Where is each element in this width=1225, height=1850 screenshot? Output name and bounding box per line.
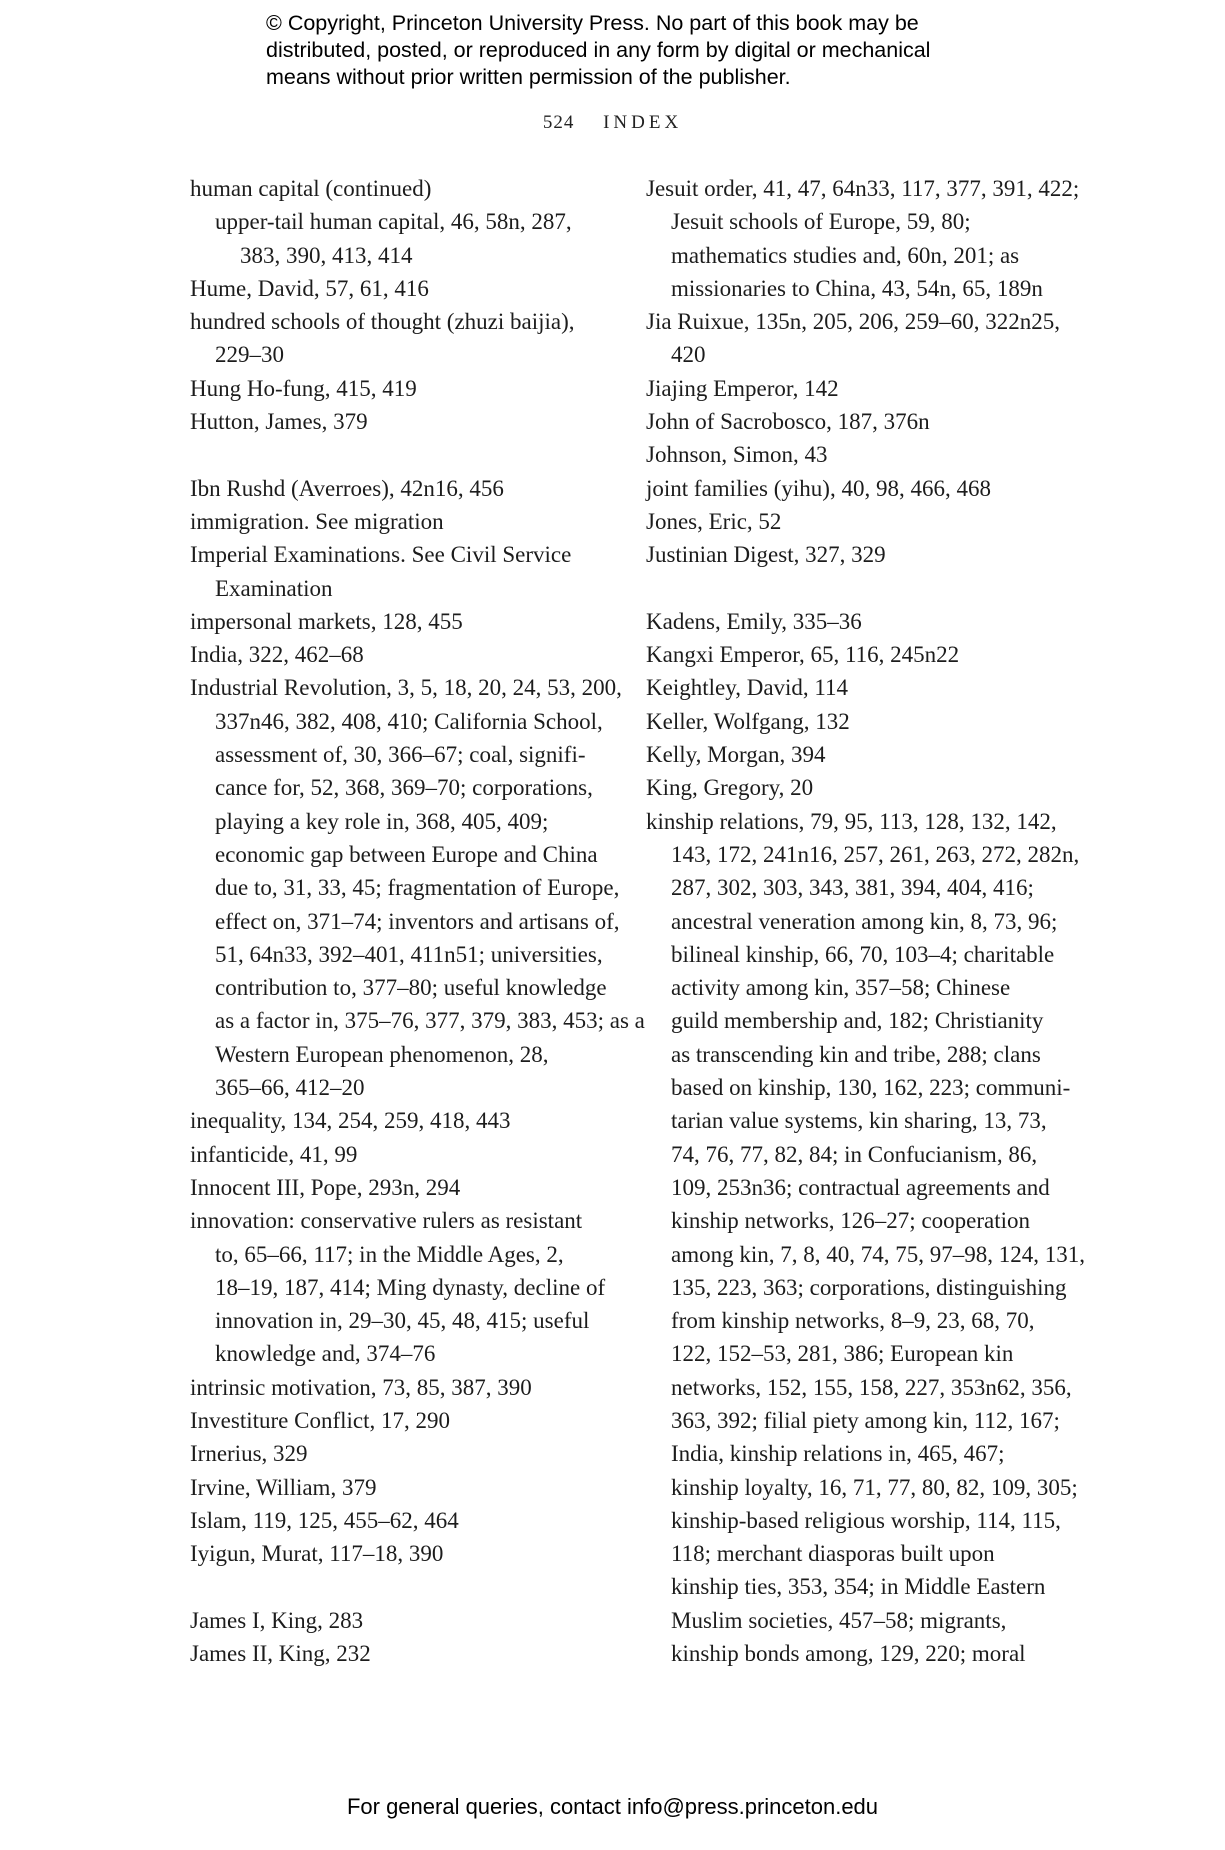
index-line: joint families (yihu), 40, 98, 466, 468 [646, 475, 991, 501]
index-line: mathematics studies and, 60n, 201; as [671, 242, 1020, 268]
index-line: activity among kin, 357–58; Chinese [671, 975, 1011, 1001]
index-line: 122, 152–53, 281, 386; European kin [671, 1341, 1014, 1367]
index-line: assessment of, 30, 366–67; coal, signifi- [215, 742, 586, 768]
index-line: Investiture Conflict, 17, 290 [190, 1407, 450, 1433]
index-entry [646, 438, 1066, 471]
index-line: bilineal kinship, 66, 70, 103–4; charitable [671, 941, 1055, 967]
index-line: Kelly, Morgan, 394 [646, 742, 826, 768]
section-title: INDEX [603, 112, 683, 133]
index-line: as a factor in, 375–76, 377, 379, 383, 453; as a [215, 1008, 645, 1034]
index-entry [190, 538, 610, 605]
index-line: among kin, 7, 8, 40, 74, 75, 97–98, 124, 131, [671, 1241, 1085, 1267]
index-entry [190, 472, 610, 505]
index-entry [190, 1437, 610, 1470]
index-line: guild membership and, 182; Christianity [671, 1008, 1044, 1034]
index-line: India, 322, 462–68 [190, 642, 364, 668]
index-entry [646, 705, 1066, 738]
index-line: Jones, Eric, 52 [646, 508, 782, 534]
running-head [0, 112, 1225, 134]
index-line: Johnson, Simon, 43 [646, 442, 828, 468]
index-line: 109, 253n36; contractual agreements and [671, 1174, 1050, 1200]
index-entry [646, 472, 1066, 505]
copyright-line: means without prior written permission of the publisher. [266, 65, 791, 89]
index-line: infanticide, 41, 99 [190, 1141, 358, 1167]
index-line: kinship ties, 353, 354; in Middle Eastern [671, 1574, 1046, 1600]
index-entry [646, 538, 1066, 571]
copyright-line: © Copyright, Princeton University Press. No part of this book may be [266, 11, 919, 35]
index-line: as transcending kin and tribe, 288; clans [671, 1041, 1041, 1067]
index-line: 143, 172, 241n16, 257, 261, 263, 272, 282n, [671, 841, 1080, 867]
index-entry [190, 172, 610, 205]
index-entry [190, 1404, 610, 1437]
index-line: playing a key role in, 368, 405, 409; [215, 808, 549, 834]
index-line: 135, 223, 363; corporations, distinguishing [671, 1274, 1067, 1300]
index-entry [190, 1537, 610, 1570]
index-entry [190, 671, 645, 1104]
index-entry [646, 372, 1066, 405]
index-line: effect on, 371–74; inventors and artisans of, [215, 908, 620, 934]
index-entry [646, 172, 1080, 305]
index-line: 363, 392; filial piety among kin, 112, 167; [671, 1407, 1060, 1433]
index-column-right [646, 172, 1085, 1670]
index-entry [190, 1637, 610, 1670]
copyright-notice [266, 10, 1026, 91]
index-line: King, Gregory, 20 [646, 775, 814, 801]
index-line: 337n46, 382, 408, 410; California School, [215, 708, 603, 734]
index-line: Hutton, James, 379 [190, 409, 368, 435]
index-line: Muslim societies, 457–58; migrants, [671, 1607, 1007, 1633]
index-line: Irnerius, 329 [190, 1441, 308, 1467]
index-line: India, kinship relations in, 465, 467; [671, 1441, 1005, 1467]
index-line: Hume, David, 57, 61, 416 [190, 275, 429, 301]
index-entry [190, 505, 610, 538]
page-number: 524 [542, 112, 575, 133]
index-entry [646, 738, 1066, 771]
footer-contact: For general queries, contact info@press.princeton.edu [346, 1794, 879, 1819]
index-entry [646, 771, 1066, 804]
index-entry [190, 405, 610, 438]
index-line: Jesuit order, 41, 47, 64n33, 117, 377, 391, 422; [646, 176, 1080, 201]
index-entry [190, 1471, 610, 1504]
index-line: Kangxi Emperor, 65, 116, 245n22 [646, 642, 960, 668]
index-line: kinship networks, 126–27; cooperation [671, 1208, 1031, 1234]
index-line: John of Sacrobosco, 187, 376n [646, 409, 930, 435]
index-line: Industrial Revolution, 3, 5, 18, 20, 24, 53, 200, [190, 675, 622, 701]
index-line: knowledge and, 374–76 [215, 1341, 436, 1367]
index-line: James II, King, 232 [190, 1641, 371, 1667]
index-entry [190, 638, 610, 671]
index-line: James I, King, 283 [190, 1607, 364, 1633]
index-entry [646, 505, 1066, 538]
index-column-left [190, 172, 645, 1670]
index-line: Irvine, William, 379 [190, 1474, 377, 1500]
index-line: Examination [215, 575, 333, 601]
index-line: immigration. See migration [190, 508, 444, 534]
index-line: Justinian Digest, 327, 329 [646, 542, 886, 568]
index-line: economic gap between Europe and China [215, 841, 598, 867]
index-entry [646, 638, 1066, 671]
index-line: 287, 302, 303, 343, 381, 394, 404, 416; [671, 875, 1034, 901]
index-line: Western European phenomenon, 28, [215, 1041, 549, 1067]
index-line: inequality, 134, 254, 259, 418, 443 [190, 1108, 511, 1134]
index-line: kinship loyalty, 16, 71, 77, 80, 82, 109, 305; [671, 1474, 1078, 1500]
index-entry [190, 1371, 610, 1404]
index-line: 229–30 [215, 342, 284, 368]
index-line: 420 [671, 342, 706, 368]
index-line: Islam, 119, 125, 455–62, 464 [190, 1507, 459, 1533]
letter-group-gap [190, 1570, 610, 1603]
index-line: kinship relations, 79, 95, 113, 128, 132, 142, [646, 808, 1057, 834]
index-line: 51, 64n33, 392–401, 411n51; universities, [215, 941, 603, 967]
index-line: to, 65–66, 117; in the Middle Ages, 2, [215, 1241, 564, 1267]
index-line: Imperial Examinations. See Civil Service [190, 542, 572, 568]
index-entry [646, 805, 1085, 1671]
index-line: Keightley, David, 114 [646, 675, 849, 701]
index-line: Keller, Wolfgang, 132 [646, 708, 850, 734]
index-line: networks, 152, 155, 158, 227, 353n62, 356, [671, 1374, 1072, 1400]
index-line: 74, 76, 77, 82, 84; in Confucianism, 86, [671, 1141, 1038, 1167]
index-entry [190, 305, 610, 372]
letter-group-gap [646, 572, 1066, 605]
index-line: tarian value systems, kin sharing, 13, 73, [671, 1108, 1047, 1134]
index-line: Jesuit schools of Europe, 59, 80; [671, 209, 971, 235]
index-line: due to, 31, 33, 45; fragmentation of Europe, [215, 875, 620, 901]
index-line: cance for, 52, 368, 369–70; corporations, [215, 775, 593, 801]
index-line: Hung Ho-fung, 415, 419 [190, 375, 417, 401]
index-line: missionaries to China, 43, 54n, 65, 189n [671, 275, 1043, 301]
index-line: Kadens, Emily, 335–36 [646, 608, 862, 634]
index-line: human capital (continued) [190, 176, 432, 201]
letter-group-gap [190, 438, 610, 471]
index-entry [646, 671, 1066, 704]
index-entry [190, 1138, 610, 1171]
index-line: contribution to, 377–80; useful knowledge [215, 975, 607, 1001]
index-line: impersonal markets, 128, 455 [190, 608, 463, 634]
index-line: Innocent III, Pope, 293n, 294 [190, 1174, 461, 1200]
index-entry [646, 305, 1066, 372]
index-line: Jia Ruixue, 135n, 205, 206, 259–60, 322n25, [646, 309, 1060, 335]
index-entry [190, 1204, 610, 1370]
index-line: hundred schools of thought (zhuzi baijia), [190, 309, 575, 335]
index-entry [190, 1604, 610, 1637]
index-line: 18–19, 187, 414; Ming dynasty, decline of [215, 1274, 606, 1300]
index-line: kinship bonds among, 129, 220; moral [671, 1641, 1026, 1667]
index-line: ancestral veneration among kin, 8, 73, 96; [671, 908, 1058, 934]
index-entry [190, 1504, 610, 1537]
index-line: intrinsic motivation, 73, 85, 387, 390 [190, 1374, 532, 1400]
index-entry [190, 372, 610, 405]
index-line: innovation in, 29–30, 45, 48, 415; useful [215, 1308, 590, 1334]
index-entry [646, 405, 1066, 438]
index-subentry [190, 205, 610, 272]
index-line: kinship-based religious worship, 114, 115, [671, 1507, 1061, 1533]
index-entry [190, 272, 610, 305]
index-line: innovation: conservative rulers as resistant [190, 1208, 583, 1234]
index-line: Iyigun, Murat, 117–18, 390 [190, 1541, 444, 1567]
index-line: from kinship networks, 8–9, 23, 68, 70, [671, 1308, 1035, 1334]
index-line: based on kinship, 130, 162, 223; communi- [671, 1075, 1071, 1101]
index-entry [190, 1171, 610, 1204]
index-line: 383, 390, 413, 414 [240, 242, 413, 268]
copyright-line: distributed, posted, or reproduced in any form by digital or mechanical [266, 38, 931, 62]
index-entry [190, 1104, 610, 1137]
index-line: 118; merchant diasporas built upon [671, 1541, 995, 1567]
index-line: Jiajing Emperor, 142 [646, 375, 839, 401]
index-line: upper-tail human capital, 46, 58n, 287, [215, 209, 572, 235]
index-line: Ibn Rushd (Averroes), 42n16, 456 [190, 475, 504, 501]
index-entry [646, 605, 1066, 638]
index-entry [190, 605, 610, 638]
index-line: 365–66, 412–20 [215, 1075, 365, 1101]
